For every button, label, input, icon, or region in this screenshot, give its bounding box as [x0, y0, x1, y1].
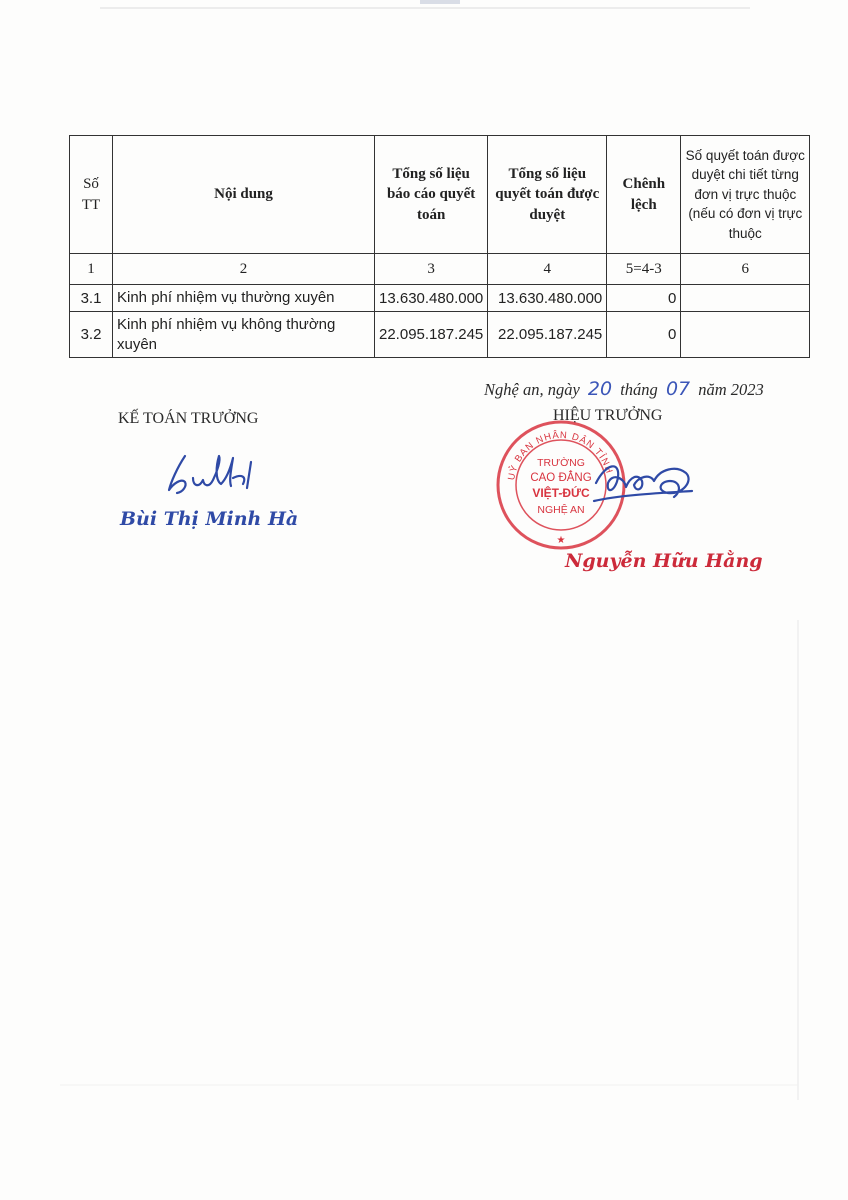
header-difference: Chênh lệch [607, 136, 681, 254]
seal-line-1: TRƯỜNG [537, 457, 585, 469]
column-number: 5=4-3 [607, 254, 681, 285]
seal-line-3: VIỆT-ĐỨC [532, 486, 590, 500]
seal-ring-right: TỈNH [592, 446, 615, 476]
column-number-row [70, 254, 810, 285]
place-date-line [484, 378, 764, 400]
row-content: Kinh phí nhiệm vụ thường xuyên [113, 285, 375, 312]
header-reported-total: Tổng số liệu báo cáo quyết toán [375, 136, 488, 254]
column-number: 6 [681, 254, 810, 285]
row-approved: 22.095.187.245 [488, 312, 607, 358]
seal-ring-left: UỶ BAN [506, 439, 537, 482]
chief-accountant-signature [163, 448, 268, 500]
principal-signature [590, 455, 700, 511]
header-content: Nội dung [113, 136, 375, 254]
row-stt: 3.2 [70, 312, 113, 358]
seal-line-2: CAO ĐẲNG [530, 472, 592, 484]
header-row [70, 136, 810, 254]
row-difference: 0 [607, 285, 681, 312]
table-row [70, 312, 810, 358]
principal-name: Nguyễn Hữu Hằng [565, 550, 763, 572]
column-number: 1 [70, 254, 113, 285]
row-stt: 3.1 [70, 285, 113, 312]
seal-ring-top: NHÂN DÂN [534, 429, 597, 452]
chief-accountant-title: KẾ TOÁN TRƯỞNG [118, 410, 259, 427]
column-number: 4 [488, 254, 607, 285]
header-approved-total: Tổng số liệu quyết toán được duyệt [488, 136, 607, 254]
seal-line-4: NGHỆ AN [537, 504, 585, 516]
row-unit-detail [681, 312, 810, 358]
column-number: 3 [375, 254, 488, 285]
seal-star-icon: ★ [556, 535, 566, 546]
settlement-table [69, 135, 810, 358]
row-reported: 22.095.187.245 [375, 312, 488, 358]
column-number: 2 [113, 254, 375, 285]
header-unit-detail: Số quyết toán được duyệt chi tiết từng đơn vị trực thuộc (nếu có đơn vị trực thuộc [681, 136, 810, 254]
chief-accountant-name: Bùi Thị Minh Hà [120, 508, 299, 530]
principal-title: HIỆU TRƯỞNG [553, 407, 663, 424]
row-unit-detail [681, 285, 810, 312]
date-month-label: tháng [620, 380, 658, 399]
row-reported: 13.630.480.000 [375, 285, 488, 312]
date-day-handwritten: 20 [587, 378, 613, 400]
row-content: Kinh phí nhiệm vụ không thường xuyên [113, 312, 375, 358]
date-month-handwritten: 07 [665, 378, 691, 400]
table-row [70, 285, 810, 312]
date-prefix: Nghệ an, ngày [484, 380, 580, 399]
header-stt: Số TT [70, 136, 113, 254]
row-approved: 13.630.480.000 [488, 285, 607, 312]
date-year: năm 2023 [698, 380, 764, 399]
row-difference: 0 [607, 312, 681, 358]
